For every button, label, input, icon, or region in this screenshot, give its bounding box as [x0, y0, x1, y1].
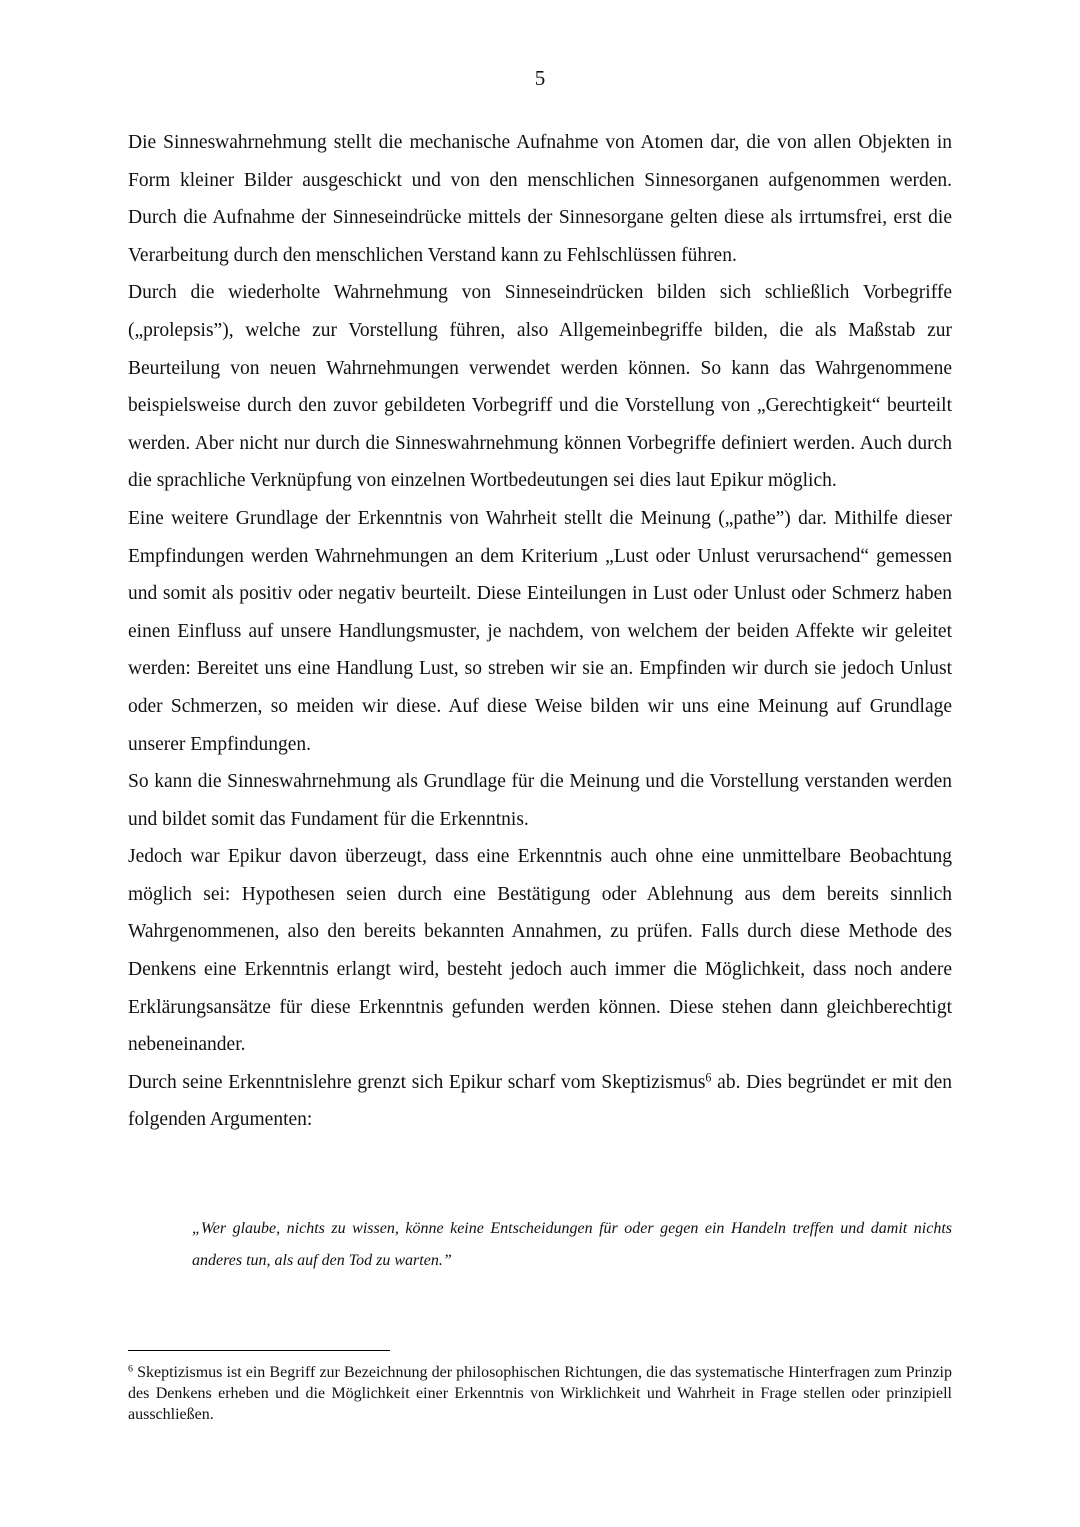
paragraph-skeptizismus-text-end: ab. Dies begründet er mit den folgenden Argumenten:: [128, 1071, 953, 1131]
block-quote: „Wer glaube, nichts zu wissen, könne keine Entscheidungen für oder gegen ein Handeln treffen und damit nichts anderes tun, als auf den Tod zu warten.”: [192, 1220, 952, 1269]
footnote-reference: 6: [705, 1070, 712, 1085]
page-number: 5: [534, 66, 546, 90]
footnote-separator: [128, 1350, 390, 1351]
paragraph-meinung: Eine weitere Grundlage der Erkenntnis von Wahrheit stellt die Meinung („pathe”) dar. Mithilfe dieser Empfindungen werden Wahrnehmungen an dem Kriterium „Lust oder Unlust verursachend“ gemessen und somit als positiv oder negativ beurteilt. Diese Einteilungen in Lust oder Unlust oder Schmerz haben einen Einfluss auf unsere Handlungsmuster, je nachdem, von welchem der beiden Affekte wir geleitet werden: Bereitet uns eine Handlung Lust, so streben wir sie an. Empfinden wir durch sie jedoch Unlust oder Schmerzen, so meiden wir diese. Auf diese Weise bilden wir uns eine Meinung auf Grundlage unserer Empfindungen.: [128, 507, 952, 755]
paragraph-hypothesen: Jedoch war Epikur davon überzeugt, dass eine Erkenntnis auch ohne eine unmittelbare Beobachtung möglich sei: Hypothesen seien durch eine Bestätigung oder Ablehnung aus dem bereits sinnlich Wahrgenommenen, also den bereits bekannten Annahmen, zu prüfen. Falls durch diese Methode des Denkens eine Erkenntnis erlangt wird, besteht jedoch auch immer die Möglichkeit, dass noch andere Erklärungsansätze für diese Erkenntnis gefunden werden können. Diese stehen dann gleichberechtigt nebeneinander.: [128, 846, 952, 1056]
footnote-text: Skeptizismus ist ein Begriff zur Bezeichnung der philosophischen Richtungen, die das systematische Hinterfragen zum Prinzip des Denkens erheben und die Möglichkeit einer Erkenntnis von Wirklichkeit und Wahrheit in Frage stellen oder prinzipiell ausschließen.: [128, 1364, 952, 1423]
paragraph-fundament: So kann die Sinneswahrnehmung als Grundlage für die Meinung und die Vorstellung verstanden werden und bildet somit das Fundament für die Erkenntnis.: [128, 771, 952, 830]
paragraph-skeptizismus: [128, 1064, 952, 1139]
body-text: [128, 124, 952, 1139]
footnote: [128, 1362, 952, 1425]
paragraph-skeptizismus-text-start: Durch seine Erkenntnislehre grenzt sich Epikur scharf vom Skeptizismus: [128, 1071, 706, 1093]
paragraph-sinneswahrnehmung: Die Sinneswahrnehmung stellt die mechanische Aufnahme von Atomen dar, die von allen Objekten in Form kleiner Bilder ausgeschickt und von den menschlichen Sinnesorganen aufgenommen werden. Durch die Aufnahme der Sinneseindrücke mittels der Sinnesorgane gelten diese als irrtumsfrei, erst die Verarbeitung durch den menschlichen Verstand kann zu Fehlschlüssen führen.: [128, 132, 952, 266]
footnote-marker: 6: [128, 1363, 133, 1375]
paragraph-vorbegriffe: Durch die wiederholte Wahrnehmung von Sinneseindrücken bilden sich schließlich Vorbegriffe („prolepsis”), welche zur Vorstellung führen, also Allgemeinbegriffe bilden, die als Maßstab zur Beurteilung von neuen Wahrnehmungen verwendet werden können. So kann das Wahrgenommene beispielsweise durch den zuvor gebildeten Vorbegriff und die Vorstellung von „Gerechtigkeit“ beurteilt werden. Aber nicht nur durch die Sinneswahrnehmung können Vorbegriffe definiert werden. Auch durch die sprachliche Verknüpfung von einzelnen Wortbedeutungen sei dies laut Epikur möglich.: [128, 282, 952, 492]
